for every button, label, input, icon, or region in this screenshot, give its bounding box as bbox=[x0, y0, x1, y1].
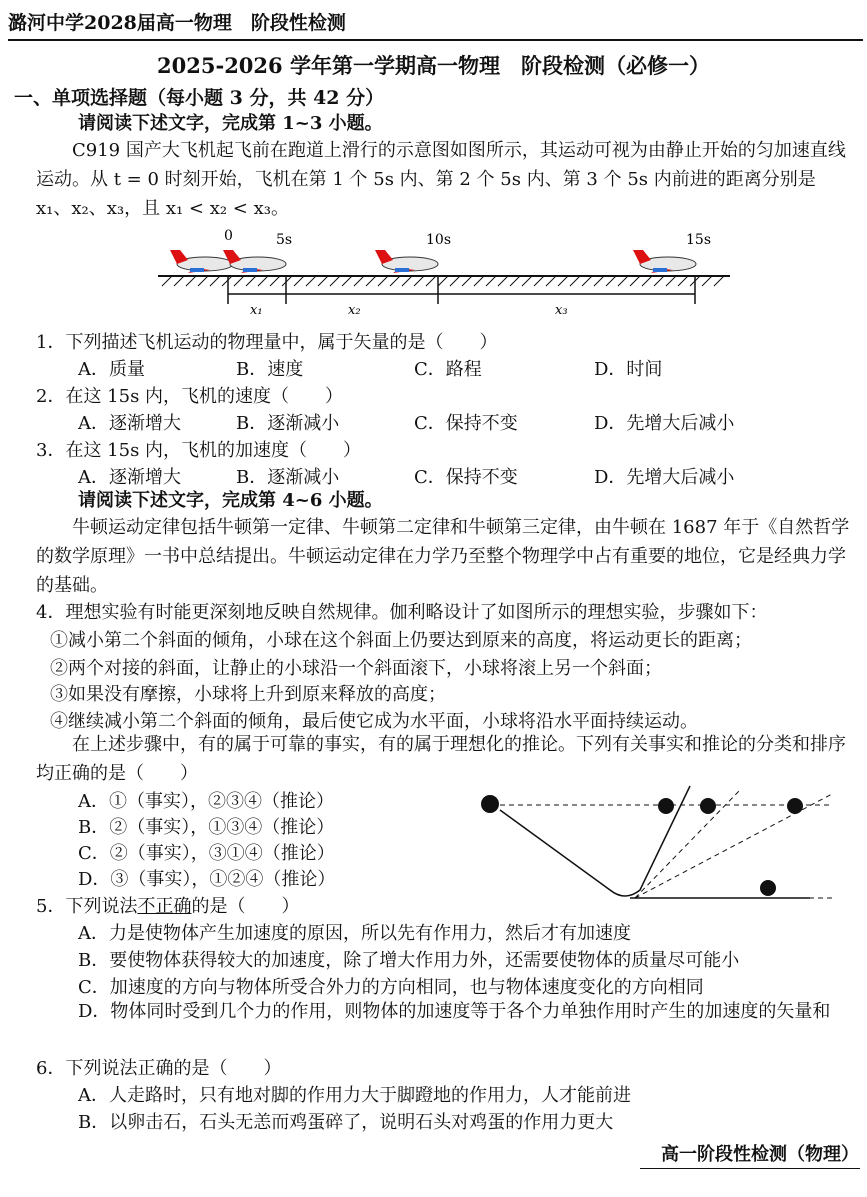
page-footer: 高一阶段性检测（物理） bbox=[661, 1144, 859, 1165]
plane-icon bbox=[223, 250, 286, 273]
plane-icon bbox=[375, 250, 438, 273]
q2-option-a: A．逐渐增大 bbox=[78, 413, 181, 434]
q4-step-4: ④继续减小第二个斜面的倾角，最后使它成为水平面，小球将沿水平面持续运动。 bbox=[50, 711, 698, 732]
q3-option-c: C．保持不变 bbox=[414, 467, 518, 488]
galileo-incline-figure bbox=[470, 780, 840, 910]
question-1-stem: 1．下列描述飞机运动的物理量中，属于矢量的是（ ） bbox=[36, 332, 498, 353]
q4-step-2: ②两个对接的斜面，让静止的小球沿一个斜面滚下，小球将滚上另一个斜面； bbox=[50, 658, 662, 679]
q2-option-c: C．保持不变 bbox=[414, 413, 518, 434]
q3-option-a: A．逐渐增大 bbox=[78, 467, 181, 488]
q5-option-b: B．要使物体获得较大的加速度，除了增大作用力外，还需要使物体的质量尽可能小 bbox=[78, 950, 740, 971]
ball-4 bbox=[760, 880, 776, 896]
header-rule bbox=[8, 39, 863, 41]
q1-option-d: D．时间 bbox=[594, 359, 663, 380]
q4-step-3: ③如果没有摩擦，小球将上升到原来释放的高度； bbox=[50, 684, 446, 705]
plane-icon bbox=[633, 250, 696, 273]
q4-step-1: ①减小第二个斜面的倾角，小球在这个斜面上仍要达到原来的高度，将运动更长的距离； bbox=[50, 630, 752, 651]
time-label-15s: 15s bbox=[686, 232, 711, 248]
q1-option-b: B．速度 bbox=[236, 359, 304, 380]
runway-figure bbox=[150, 226, 740, 322]
school-header: 潞河中学2028届高一物理 阶段性检测 bbox=[8, 12, 346, 34]
q5-stem-pre: 5．下列说法 bbox=[36, 896, 138, 917]
passage-newton: 牛顿运动定律包括牛顿第一定律、牛顿第二定律和牛顿第三定律，由牛顿在 1687 年于《自然哲学的数学原理》一书中总结提出。牛顿运动定律在力学乃至整个物理学中占有重要的地位，它是经典力学的基础。 bbox=[36, 517, 850, 596]
q5-stem-post: 的是（ ） bbox=[191, 896, 300, 917]
reading-intro-1: 请阅读下述文字，完成第 1~3 小题。 bbox=[78, 113, 383, 134]
q6-option-a: A．人走路时，只有地对脚的作用力大于脚蹬地的作用力，人才能前进 bbox=[78, 1085, 631, 1106]
distance-label-x1: x₁ bbox=[250, 303, 263, 318]
q6-option-b: B．以卵击石，石头无恙而鸡蛋碎了，说明石头对鸡蛋的作用力更大 bbox=[78, 1112, 614, 1133]
ball-start bbox=[481, 795, 499, 813]
q4-option-c: C．②（事实），③①④（推论） bbox=[78, 843, 335, 864]
question-6-stem: 6．下列说法正确的是（ ） bbox=[36, 1058, 282, 1079]
time-label-10s: 10s bbox=[426, 232, 451, 248]
time-label-0: 0 bbox=[224, 228, 233, 244]
q5-stem-underlined: 不正确 bbox=[137, 896, 192, 917]
q5-option-c: C．加速度的方向与物体所受合外力的方向相同，也与物体速度变化的方向相同 bbox=[78, 977, 704, 998]
q2-option-d: D．先增大后减小 bbox=[594, 413, 735, 434]
q5-option-a: A．力是使物体产生加速度的原因，所以先有作用力，然后才有加速度 bbox=[78, 923, 631, 944]
distance-label-x2: x₂ bbox=[348, 303, 361, 318]
q5-option-d: D．物体同时受到几个力的作用，则物体的加速度等于各个力单独作用时产生的加速度的矢量和 bbox=[78, 1001, 831, 1022]
passage-c919: C919 国产大飞机起飞前在跑道上滑行的示意图如图所示，其运动可视为由静止开始的匀加速直线运动。从 t = 0 时刻开始，飞机在第 1 个 5s 内、第 2 个 5s 内、第 3 个 5s 内前进的距离分别是 x₁、x₂、x₃，且 x₁ < x₂ < x₃。 bbox=[36, 140, 846, 219]
section-heading: 一、单项选择题（每小题 3 分，共 42 分） bbox=[14, 87, 385, 109]
footer-rule bbox=[640, 1168, 860, 1169]
distance-label-x3: x₃ bbox=[555, 303, 568, 318]
q1-option-c: C．路程 bbox=[414, 359, 482, 380]
question-5-stem bbox=[36, 892, 299, 918]
q4-option-d: D．③（事实），①②④（推论） bbox=[78, 869, 336, 890]
q3-option-b: B．逐渐减小 bbox=[236, 467, 340, 488]
q3-option-d: D．先增大后减小 bbox=[594, 467, 735, 488]
q4-option-b: B．②（事实），①③④（推论） bbox=[78, 817, 335, 838]
q2-option-b: B．逐渐减小 bbox=[236, 413, 340, 434]
exam-title: 2025-2026 学年第一学期高一物理 阶段检测（必修一） bbox=[157, 53, 710, 78]
question-3-stem: 3．在这 15s 内，飞机的加速度（ ） bbox=[36, 440, 362, 461]
ball-1 bbox=[658, 798, 674, 814]
ball-3 bbox=[787, 798, 803, 814]
question-4-stem: 4．理想实验有时能更深刻地反映自然规律。伽利略设计了如图所示的理想实验，步骤如下： bbox=[36, 602, 768, 623]
q4-option-a: A．①（事实），②③④（推论） bbox=[78, 791, 334, 812]
time-label-5s: 5s bbox=[276, 232, 293, 248]
q1-option-a: A．质量 bbox=[78, 359, 145, 380]
reading-intro-2: 请阅读下述文字，完成第 4~6 小题。 bbox=[78, 490, 383, 511]
ball-2 bbox=[700, 798, 716, 814]
question-2-stem: 2．在这 15s 内，飞机的速度（ ） bbox=[36, 386, 344, 407]
plane-icon bbox=[170, 250, 233, 273]
q4-text: 在上述步骤中，有的属于可靠的事实，有的属于理想化的推论。下列有关事实和推论的分类和排序均正确的是（ ） bbox=[36, 734, 846, 784]
